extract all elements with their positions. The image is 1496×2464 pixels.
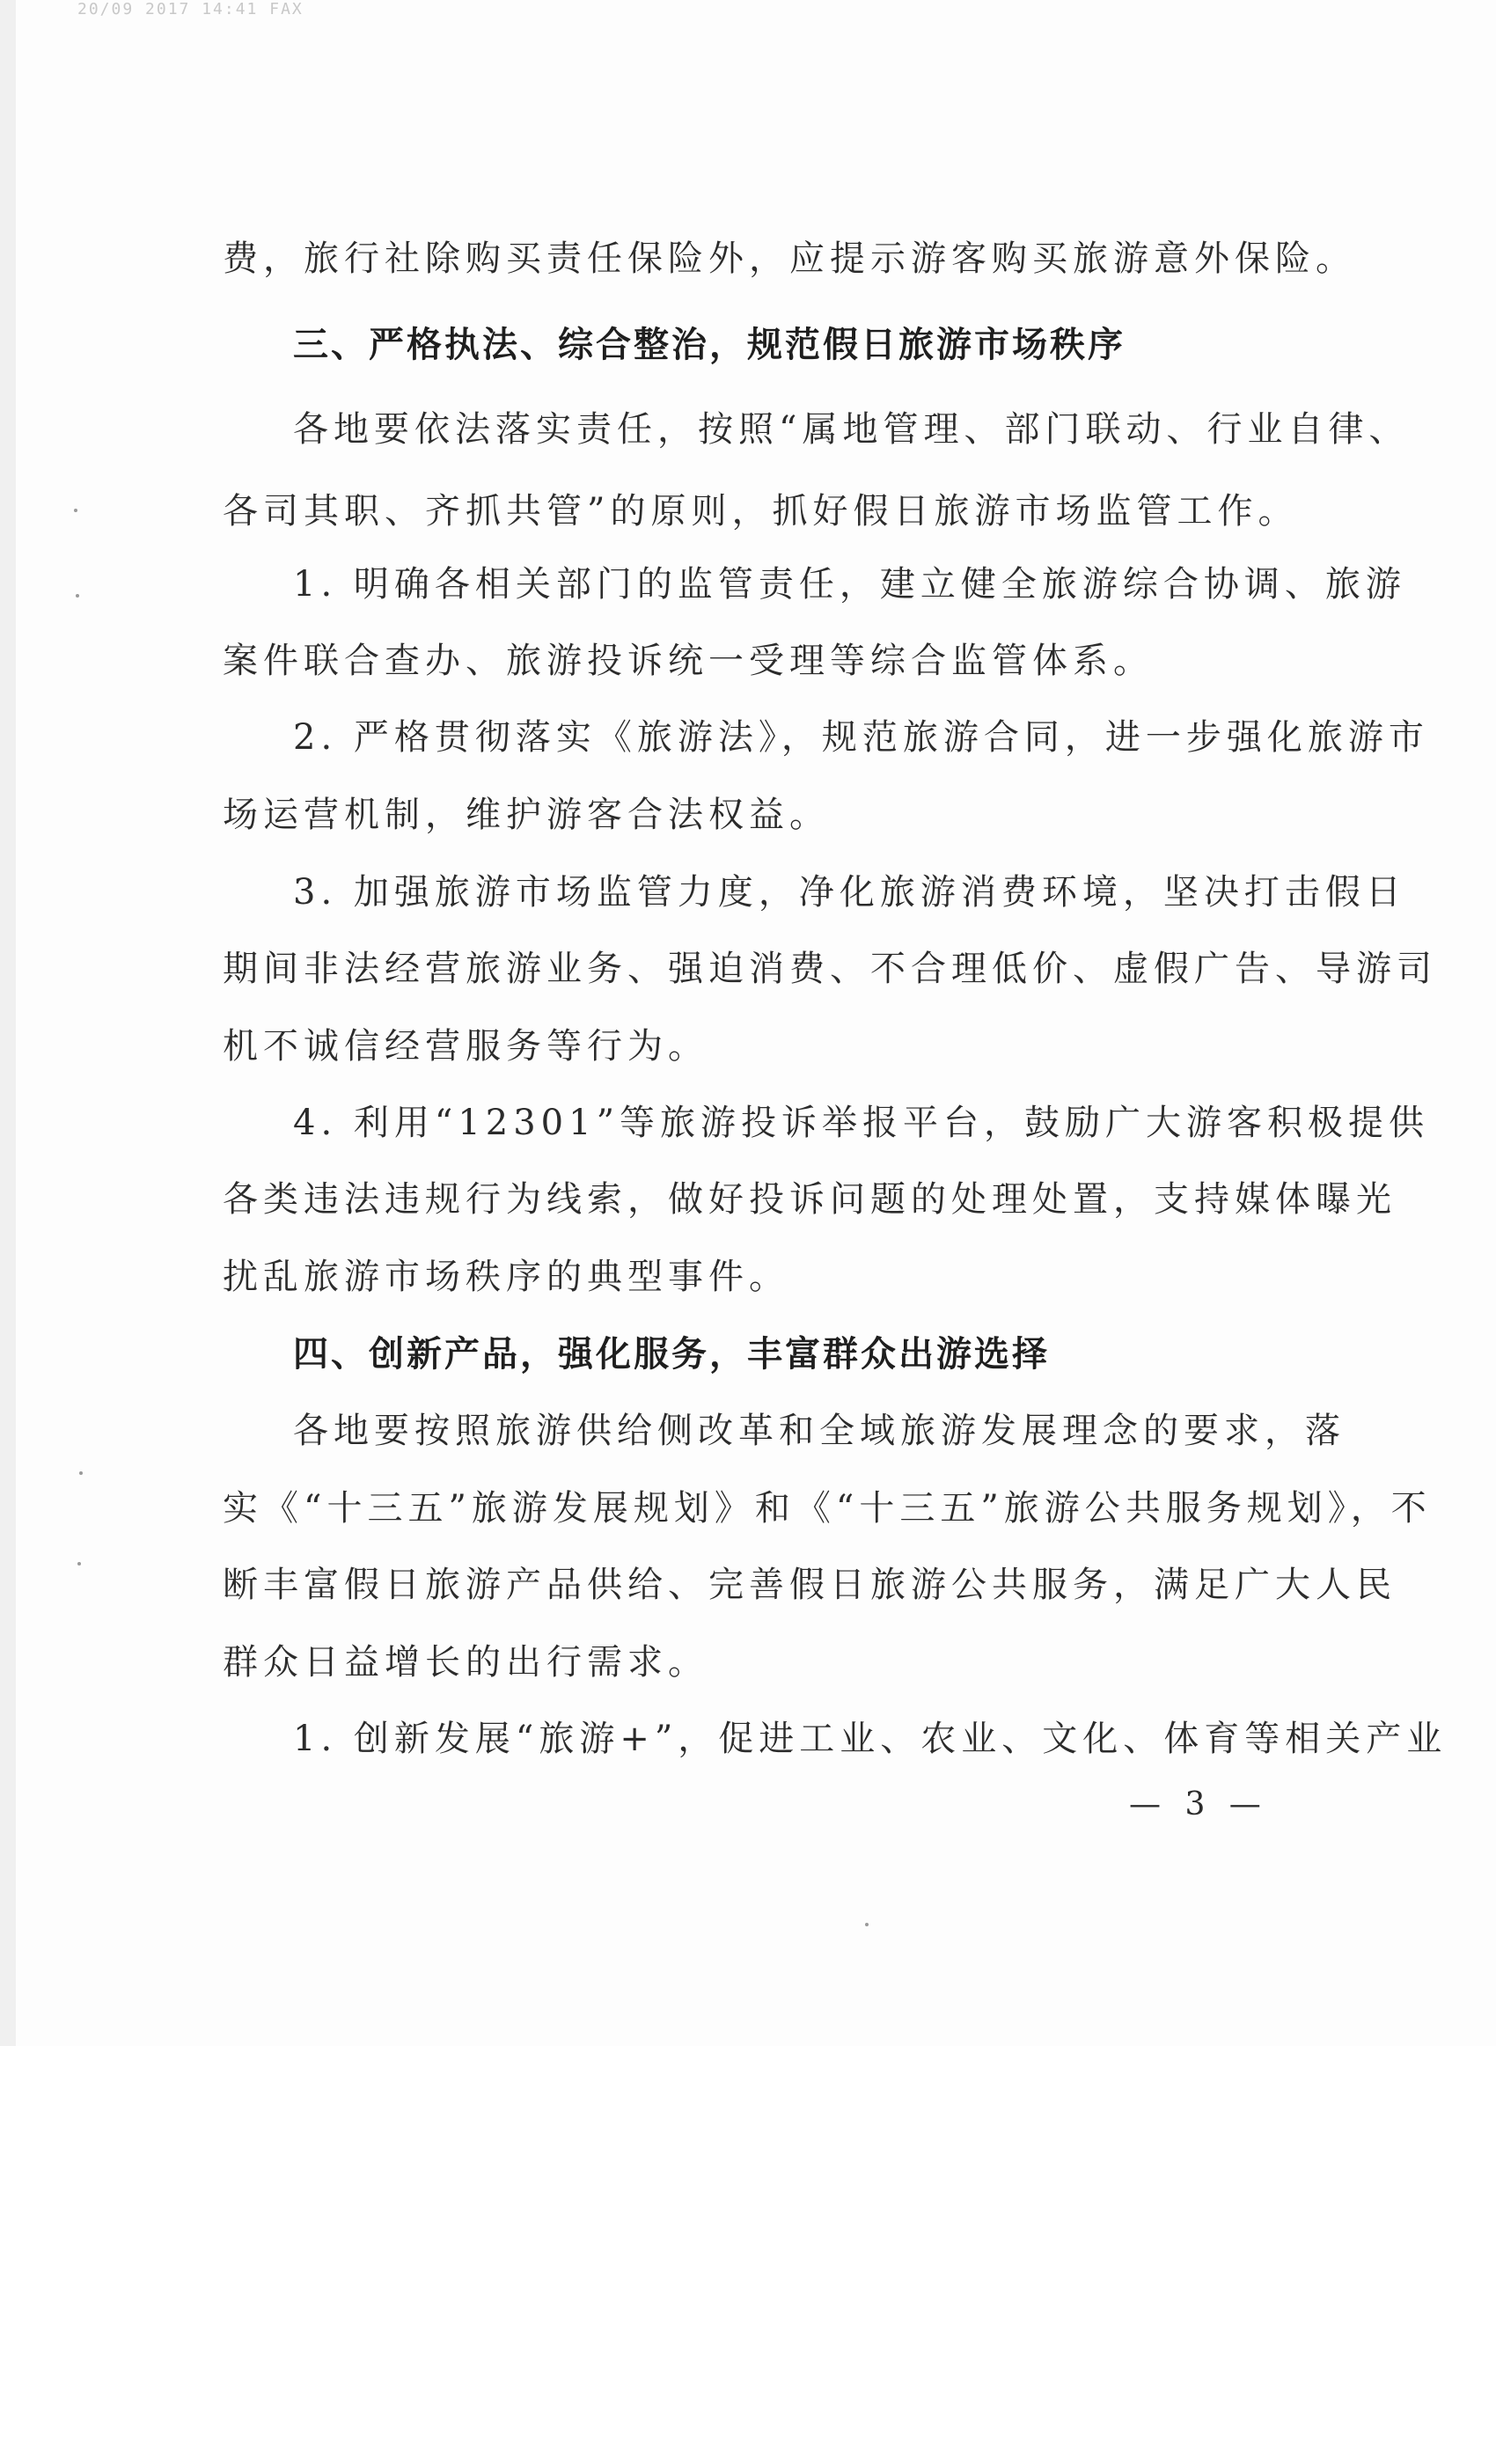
page-number: — 3 — [1129, 1786, 1268, 1822]
paragraph-line: 各类违法违规行为线索，做好投诉问题的处理处置，支持媒体曝光 [223, 1179, 1397, 1220]
scan-speck [77, 1562, 81, 1566]
paragraph-line: 期间非法经营旅游业务、强迫消费、不合理低价、虚假广告、导游司 [223, 949, 1437, 989]
section-heading-three: 三、严格执法、综合整治，规范假日旅游市场秩序 [293, 325, 1126, 365]
list-item-line: 3. 加强旅游市场监管力度，净化旅游消费环境，坚决打击假日 [293, 872, 1406, 913]
paragraph-line: 实《“十三五”旅游发展规划》和《“十三五”旅游公共服务规划》，不 [223, 1488, 1432, 1529]
paragraph-line: 费，旅行社除购买责任保险外，应提示游客购买旅游意外保险。 [223, 238, 1356, 279]
paragraph-line: 场运营机制，维护游客合法权益。 [223, 795, 830, 835]
scan-speck [79, 1471, 83, 1475]
paragraph-line: 机不诚信经营服务等行为。 [223, 1026, 708, 1067]
paragraph-line: 案件联合查办、旅游投诉统一受理等综合监管体系。 [223, 641, 1154, 681]
scan-speck [865, 1923, 869, 1926]
paragraph-line: 各司其职、齐抓共管”的原则，抓好假日旅游市场监管工作。 [223, 491, 1299, 532]
paragraph-line: 断丰富假日旅游产品供给、完善假日旅游公共服务，满足广大人民 [223, 1565, 1397, 1605]
fax-header-line: 20/09 2017 14:41 FAX [77, 0, 304, 18]
scan-speck [74, 509, 77, 512]
list-item-line: 1. 明确各相关部门的监管责任，建立健全旅游综合协调、旅游 [293, 564, 1406, 605]
paragraph-line: 扰乱旅游市场秩序的典型事件。 [223, 1257, 789, 1297]
list-item-line: 2. 严格贯彻落实《旅游法》，规范旅游合同，进一步强化旅游市 [293, 717, 1429, 758]
paragraph-line: 各地要依法落实责任，按照“属地管理、部门联动、行业自律、 [293, 409, 1410, 450]
paragraph-line: 群众日益增长的出行需求。 [223, 1642, 708, 1683]
scan-speck [76, 594, 79, 598]
paragraph-line: 各地要按照旅游供给侧改革和全域旅游发展理念的要求，落 [293, 1411, 1346, 1451]
section-heading-four: 四、创新产品，强化服务，丰富群众出游选择 [293, 1334, 1050, 1375]
list-item-line: 1. 创新发展“旅游+”，促进工业、农业、文化、体育等相关产业 [293, 1719, 1448, 1759]
list-item-line: 4. 利用“12301”等旅游投诉举报平台，鼓励广大游客积极提供 [293, 1103, 1430, 1143]
